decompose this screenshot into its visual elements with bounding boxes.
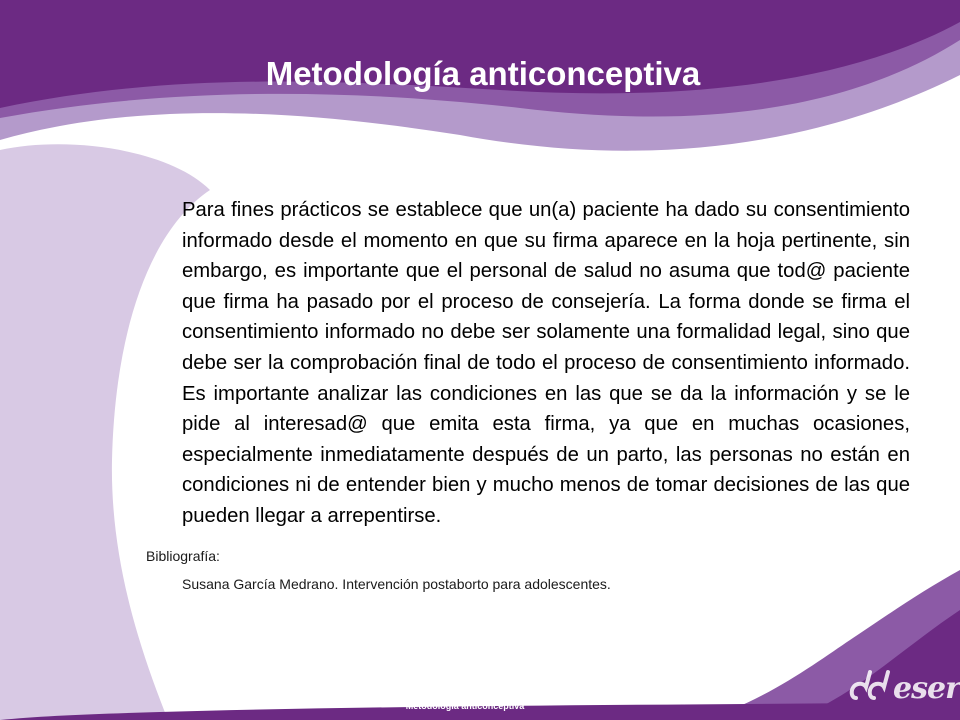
footer-caption: Metodología anticonceptiva xyxy=(405,701,525,711)
left-lavender-swoosh xyxy=(0,144,210,720)
slide-title: Metodología anticonceptiva xyxy=(265,55,701,92)
ddeser-logo-text: eser xyxy=(893,671,960,706)
bibliography-label: Bibliografía: xyxy=(146,548,220,564)
body-paragraph: Para fines prácticos se establece que un(a) paciente ha dado su consentimiento informado desde el momento en que su firma aparece en la hoja pertinente, sin embargo, es importante que el personal de salud no asuma que tod@ paciente que firma ha pasado por el proceso de consejería. La forma donde se firma el consentimiento informado no debe ser solamente una formalidad legal, sino que debe ser la comprobación final de todo el proceso de consentimiento informado. Es importante analizar las condiciones en las que se da la información y se le pide al interesad@ que emita esta firma, ya que en muchas ocasiones, especialmente inmediatamente después de un parto, las personas no están en condiciones ni de entender bien y mucho menos de tomar decisiones de las que pueden llegar a arrepentirse. xyxy=(182,199,910,527)
bibliography-reference: Susana García Medrano. Intervención postaborto para adolescentes. xyxy=(182,576,611,592)
